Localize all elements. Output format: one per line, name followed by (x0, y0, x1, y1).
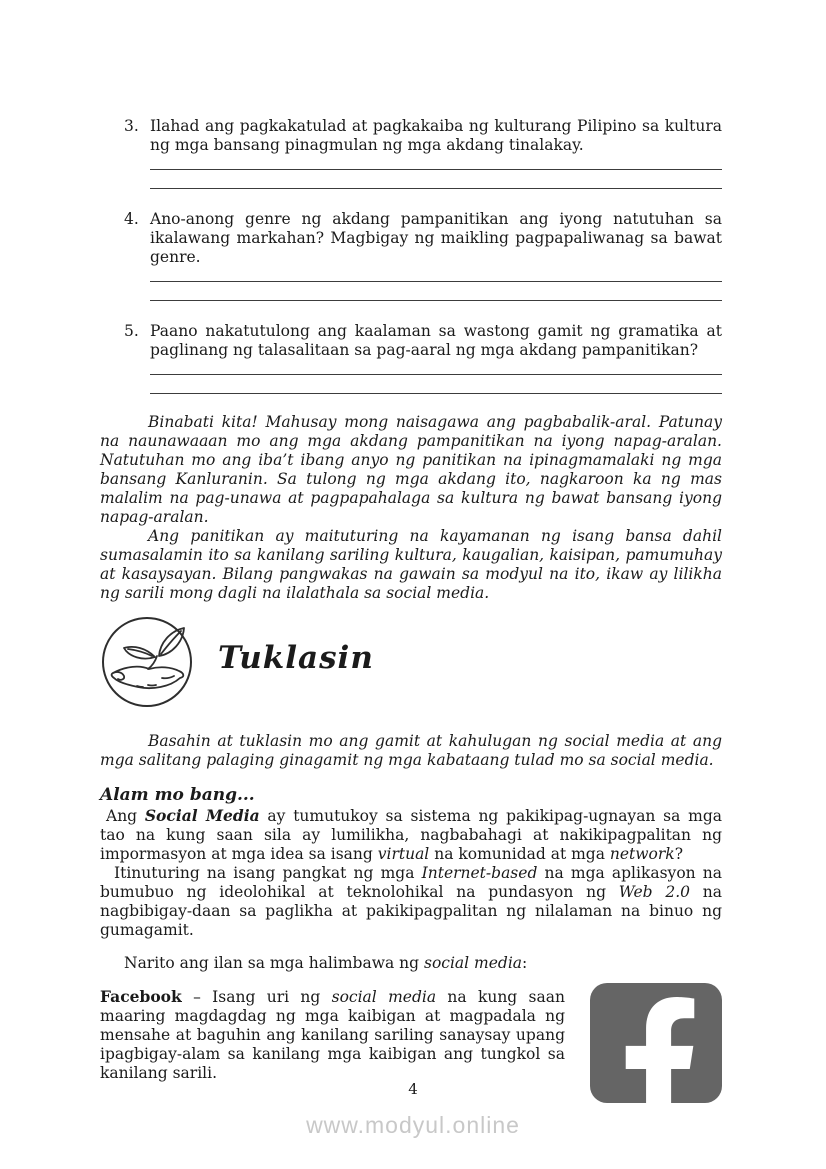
tuklasin-intro: Basahin at tuklasin mo ang gamit at kahulugan ng social media at ang mga salitang palaging ginagamit ng mga kabataang tulad mo sa social media. (100, 732, 722, 769)
answer-line (150, 375, 722, 394)
question-text: Ano-anong genre ng akdang pampanitikan ang iyong natutuhan sa ikalawang markahan? Magbigay ng maikling pagpapaliwanag sa bawat genre. (150, 210, 722, 266)
answer-line (150, 170, 722, 189)
examples-intro: Narito ang ilan sa mga halimbawa ng social media: (124, 954, 528, 972)
social-media-web2-paragraph: Itinuturing na isang pangkat ng mga Internet-based na mga aplikasyon na bumubuo ng ideolohikal at teknolohikal na pundasyon ng Web 2.0 na nagbibigay-daan sa paglikha at pakikipagpalitan ng nilalaman na binuo ng gumagamit. (100, 864, 723, 939)
watermark: www.modyul.online (306, 1112, 520, 1138)
question-number: 4. (124, 210, 139, 228)
answer-lines (150, 263, 722, 301)
tuklasin-heading: Tuklasin (218, 640, 374, 676)
question-number: 3. (124, 117, 139, 135)
page-content (100, 117, 722, 1109)
answer-line (150, 282, 722, 301)
question-4-block (100, 210, 722, 301)
question-5-block (100, 322, 722, 394)
congrats-paragraph-1: Binabati kita! Mahusay mong naisagawa ang pagbabalik-aral. Patunay na naunawaaan mo ang mga akdang pampanitikan na iyong napag-aralan. Natutuhan mo ang iba’t ibang anyo ng panitikan na ipinagmamalaki ng mga bansang Kanluranin. Sa tulong ng mga akdang ito, nagkaroon ka ng mas malalim na pag-unawa at pagpapahalaga sa kultura ng bawat bansang iyong napag-aralan. (100, 413, 722, 526)
facebook-example (100, 987, 722, 1083)
answer-lines (150, 356, 722, 394)
facebook-description: Facebook – Isang uri ng social media na kung saan maaring magdagdag ng mga kaibigan at magpadala ng mensahe at baguhin ang kanilang sariling sanaysay upang ipagbigay-alam sa kanilang mga kaibigan ang tungkol sa kanilang sarili. (100, 987, 565, 1082)
hand-holding-sprout-icon (100, 615, 194, 709)
answer-lines (150, 151, 722, 189)
congrats-paragraph-2: Ang panitikan ay maituturing na kayamanan ng isang bansa dahil sumasalamin ito sa kanilang sariling kultura, kaugalian, kaisipan, pamumuhay at kasaysayan. Bilang pangwakas na gawain sa modyul na ito, ikaw ay lilikha ng sarili mong dagli na ilalathala sa social media. (100, 527, 722, 602)
social-media-definition-paragraph: Ang Social Media ay tumutukoy sa sistema ng pakikipag-ugnayan sa mga tao na kung saan sila ay lumilikha, nagbabahagi at nakikipagpalitan ng impormasyon at mga idea sa isang virtual na komunidad at mga network? (100, 806, 722, 863)
question-number: 5. (124, 322, 139, 340)
question-5 (124, 322, 722, 360)
tuklasin-banner (100, 615, 722, 709)
question-4 (124, 210, 722, 267)
congrats-note (100, 413, 722, 603)
question-3-block (100, 117, 722, 189)
question-text: Ilahad ang pagkakatulad at pagkakaiba ng kulturang Pilipino sa kultura ng mga bansang pinagmulan ng mga akdang tinalakay. (150, 117, 722, 154)
page-number: 4 (408, 1080, 418, 1098)
question-text: Paano nakatutulong ang kaalaman sa wastong gamit ng gramatika at paglinang ng talasalitaan sa pag-aaral ng mga akdang pampanitikan? (150, 322, 722, 359)
alam-mo-bang-heading: Alam mo bang... (100, 785, 255, 805)
question-3 (124, 117, 722, 155)
